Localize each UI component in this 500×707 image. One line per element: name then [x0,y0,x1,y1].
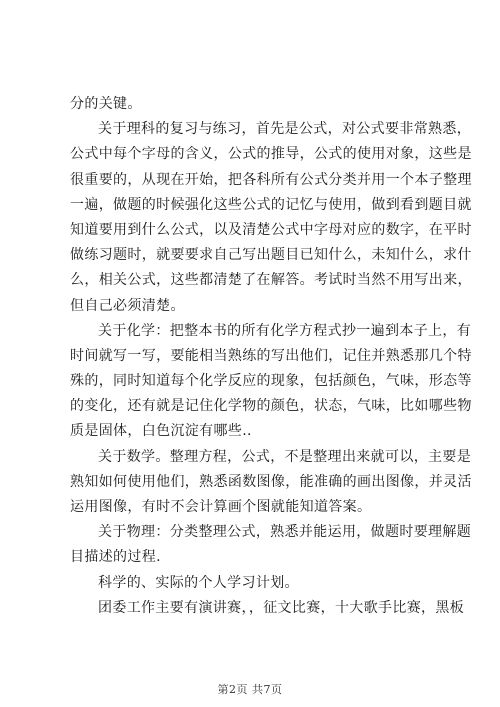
paragraph-line: 么，相关公式，这些都清楚了在解答。考试时当然不用写出来， [70,272,472,289]
paragraph-line: 时间就写一写，要能相当熟练的写出他们，记住并熟悉那几个特 [70,347,472,364]
paragraph-line: 分的关键。 [70,96,142,112]
paragraph-line: 关于理科的复习与练习，首先是公式，对公式要非常熟悉， [98,121,472,138]
paragraph-line: 运用图像，有时不会计算画个图就能知道答案。 [70,499,372,515]
paragraph-line: 知道要用到什么公式，以及清楚公式中字母对应的数字，在平时 [70,221,472,238]
paragraph-line: 熟知如何使用他们，熟悉函数图像，能准确的画出图像，并灵活 [70,473,472,490]
paragraph-line: 关于物理：分类整理公式，熟悉并能运用，做题时要理解题 [98,524,472,541]
paragraph-line: 一遍，做题的时候强化这些公式的记忆与使用，做到看到题目就 [70,196,472,213]
paragraph-line: 的变化，还有就是记住化学物的颜色，状态，气味，比如哪些物 [70,398,472,415]
paragraph-line: 公式中每个字母的含义，公式的推导，公式的使用对象，这些是 [70,146,472,163]
paragraph-line: 做练习题时，就要要求自己写出题目已知什么，未知什么，求什 [70,247,472,264]
paragraph-line: 但自己必须清楚。 [70,297,185,314]
paragraph-line: 关于化学：把整本书的所有化学方程式抄一遍到本子上，有 [98,322,472,339]
paragraph-line: 质是固体，白色沉淀有哪些.. [70,423,252,440]
paragraph-line: 科学的、实际的个人学习计划。 [98,574,299,591]
paragraph-line: 很重要的，从现在开始，把各科所有公式分类并用一个本子整理 [70,171,472,188]
paragraph-line: 关于数学。整理方程，公式，不是整理出来就可以，主要是 [98,448,472,465]
paragraph-line: 团委工作主要有演讲赛，，征文比赛，十大歌手比赛，黑板 [98,599,465,616]
page-footer: 第2页 共7页 [217,683,283,696]
paragraph-line: 殊的，同时知道每个化学反应的现象，包括颜色，气味，形态等 [70,373,472,390]
document-body [70,92,472,621]
paragraph-line: 目描述的过程. [70,549,161,566]
